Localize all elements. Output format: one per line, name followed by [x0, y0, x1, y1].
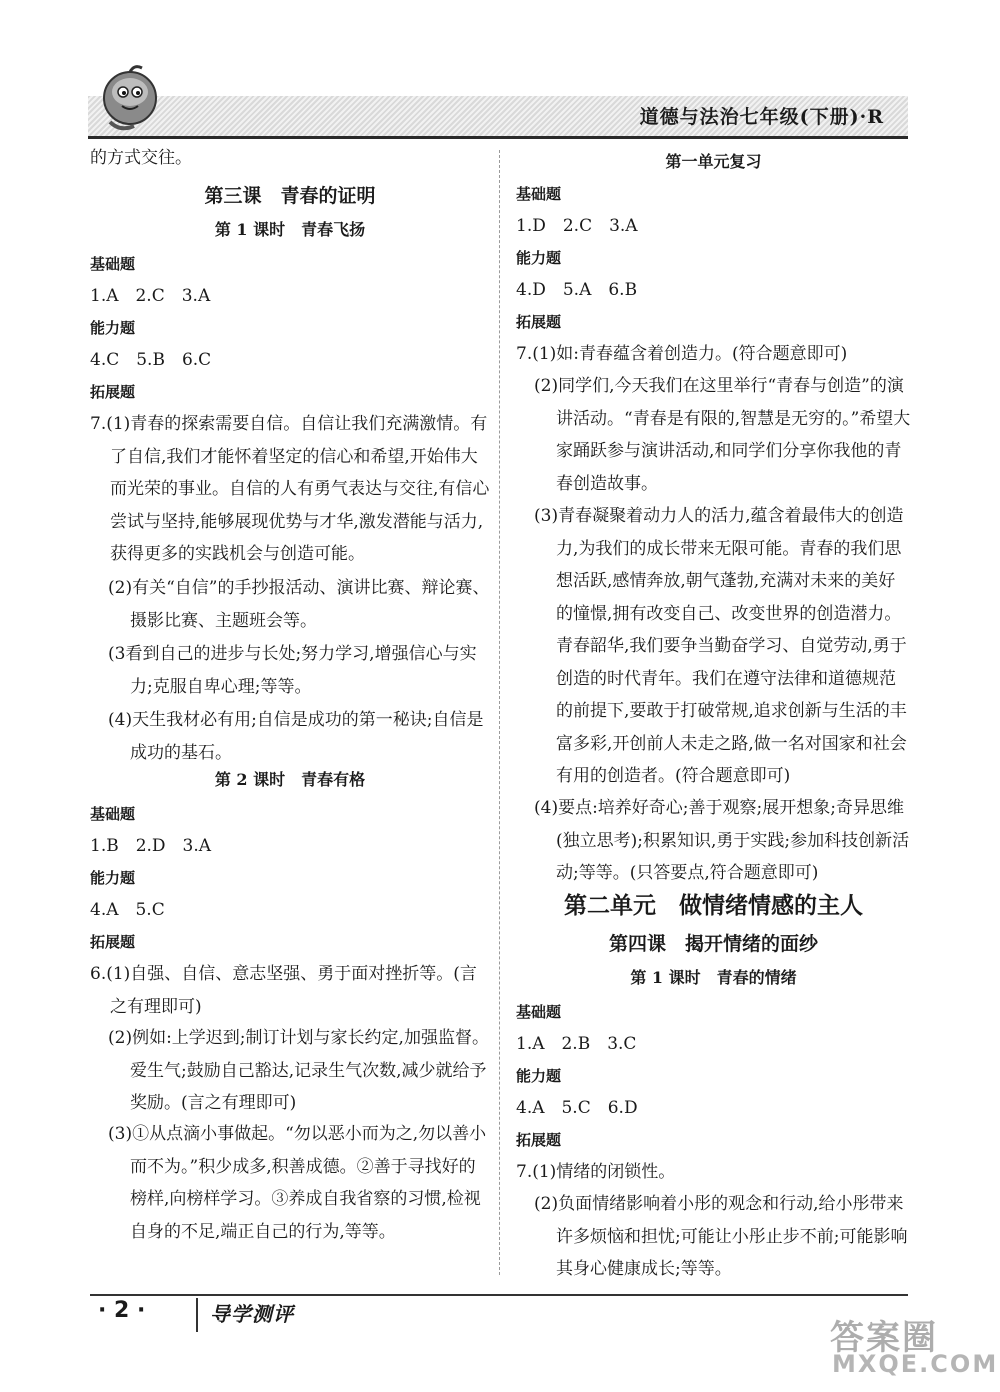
review-heading: 第一单元复习 [665, 152, 762, 171]
section-label-extension: 拓展题 [90, 383, 136, 401]
page-number: · 2 · [98, 1298, 146, 1323]
lesson-heading: 第四课 揭开情绪的面纱 [608, 933, 818, 955]
watermark-logo-text: 答案圈 [830, 1318, 938, 1358]
answer-basic: 1.A 2.C 3.A [90, 286, 211, 306]
answer-basic: 1.D 2.C 3.A [516, 216, 638, 236]
section-label-basic: 基础题 [516, 185, 562, 203]
answer-paragraph: (4)要点:培养好奇心;善于观察;展开想象;奇异思维(独立思考);积累知识,勇于实践;参加科技创新活动;等等。(只答要点,符合题意即可) [534, 798, 910, 883]
section-label-basic: 基础题 [90, 255, 136, 273]
footer-separator [196, 1298, 198, 1332]
answer-basic: 1.B 2.D 3.A [90, 836, 212, 856]
unit-heading: 第二单元 做情绪情感的主人 [564, 892, 863, 919]
section-label-extension: 拓展题 [516, 313, 562, 331]
answer-ability: 4.C 5.B 6.C [90, 350, 212, 370]
answer-paragraph: (2)例如:上学迟到;制订计划与家长约定,加强监督。爱生气;鼓励自己豁达,记录生气次数,减少就给予奖励。(言之有理即可) [108, 1028, 489, 1113]
section-label-extension: 拓展题 [90, 933, 136, 951]
answer-ability: 4.A 5.C [90, 900, 165, 920]
answer-ability: 4.D 5.A 6.B [516, 280, 638, 300]
watermark-url: MXQE.COM [832, 1350, 999, 1378]
section-label-ability: 能力题 [90, 869, 136, 887]
page-header-band [88, 96, 908, 139]
section-label-basic: 基础题 [90, 805, 136, 823]
answer-paragraph: (2)有关“自信”的手抄报活动、演讲比赛、辩论赛、摄影比赛、主题班会等。 [108, 578, 490, 631]
class-heading: 第 1 课时 青春飞扬 [214, 220, 366, 239]
answer-paragraph: 7.(1)如:青春蕴含着创造力。(符合题意即可) [516, 344, 848, 364]
answer-paragraph: (3)青春凝聚着动力人的活力,蕴含着最伟大的创造力,为我们的成长带来无限可能。青春的我们思想活跃,感情奔放,朝气蓬勃,充满对未来的美好的憧憬,拥有改变自己、改变世界的创造潜力。青春韶华,我们要争当勤奋学习、自觉劳动,勇于创造的时代青年。我们在遵守法律和道德规范的前提下,要敢于打破常规,追求创新与生活的丰富多彩,开创前人未走之路,做一名对国家和社会有用的创造者。(符合题意即可) [534, 506, 907, 786]
answer-paragraph: 7.(1)青春的探索需要自信。自信让我们充满激情。有了自信,我们才能怀着坚定的信心和希望,开始伟大而光荣的事业。自信的人有勇气表达与交往,有信心尝试与坚持,能够展现优势与才华,激发潜能与活力,获得更多的实践机会与创造可能。 [90, 414, 490, 564]
footer-brand: 导学测评 [210, 1302, 294, 1326]
answer-paragraph: (3)①从点滴小事做起。“勿以恶小而为之,勿以善小而不为。”积少成多,积善成德。②善于寻找好的榜样,向榜样学习。③养成自我省察的习惯,检视自身的不足,端正自己的行为,等等。 [108, 1124, 487, 1242]
class-heading: 第 2 课时 青春有格 [214, 770, 366, 789]
answer-paragraph: (4)天生我材必有用;自信是成功的第一秘诀;自信是成功的基石。 [108, 710, 484, 763]
footer-rule [90, 1294, 908, 1296]
answer-paragraph: (3看到自己的进步与长处;努力学习,增强信心与实力;克服自卑心理;等等。 [108, 644, 477, 697]
mascot-icon [90, 62, 170, 142]
watermark-logo [822, 1310, 999, 1380]
continued-text: 的方式交往。 [90, 148, 192, 168]
lesson-heading: 第三课 青春的证明 [204, 185, 376, 207]
column-divider [499, 150, 500, 1275]
section-label-basic: 基础题 [516, 1003, 562, 1021]
section-label-ability: 能力题 [516, 249, 562, 267]
class-heading: 第 1 课时 青春的情绪 [630, 968, 797, 987]
answer-paragraph: (2)负面情绪影响着小彤的观念和行动,给小彤带来许多烦恼和担忧;可能让小彤止步不前;可能影响其身心健康成长;等等。 [534, 1194, 908, 1279]
answer-paragraph: 7.(1)情绪的闭锁性。 [516, 1162, 676, 1182]
section-label-ability: 能力题 [90, 319, 136, 337]
header-title: 道德与法治七年级(下册)·R [639, 106, 884, 128]
answer-paragraph: (2)同学们,今天我们在这里举行“青春与创造”的演讲活动。“青春是有限的,智慧是无穷的。”希望大家踊跃参与演讲活动,和同学们分享你我他的青春创造故事。 [534, 376, 911, 494]
answer-basic: 1.A 2.B 3.C [516, 1034, 637, 1054]
answer-ability: 4.A 5.C 6.D [516, 1098, 638, 1118]
section-label-extension: 拓展题 [516, 1131, 562, 1149]
answer-paragraph: 6.(1)自强、自信、意志坚强、勇于面对挫折等。(言之有理即可) [90, 964, 477, 1017]
section-label-ability: 能力题 [516, 1067, 562, 1085]
